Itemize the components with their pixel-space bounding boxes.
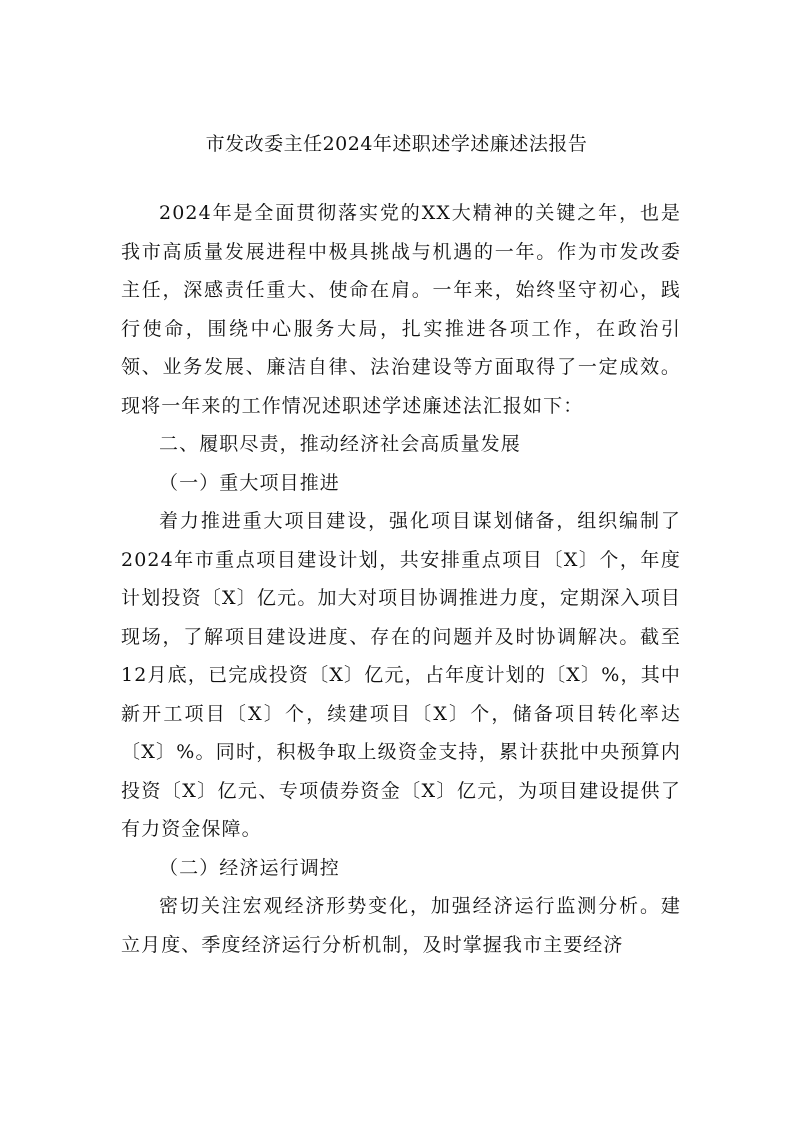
- subsection-paragraph-2: 密切关注宏观经济形势变化，加强经济运行监测分析。建立月度、季度经济运行分析机制，及时掌握我市主要经济: [121, 895, 681, 956]
- section-heading: 二、履职尽责，推动经济社会高质量发展: [159, 433, 521, 455]
- document-title: 市发改委主任2024年述职述学述廉述法报告: [205, 133, 588, 155]
- intro-paragraph: 2024年是全面贯彻落实党的XX大精神的关键之年，也是我市高质量发展进程中极具挑战与机遇的一年。作为市发改委主任，深感责任重大、使命在肩。一年来，始终坚守初心，践行使命，围绕中心服务大局，扎实推进各项工作，在政治引领、业务发展、廉洁自律、法治建设等方面取得了一定成效。现将一年来的工作情况述职述学述廉述法汇报如下：: [121, 202, 681, 417]
- subsection-heading-2: （二）经济运行调控: [159, 856, 340, 879]
- subsection-heading-1: （一）重大项目推进: [159, 471, 340, 494]
- document-body: [121, 194, 681, 964]
- subsection-paragraph-1: 着力推进重大项目建设，强化项目谋划储备，组织编制了2024年市重点项目建设计划，共安排重点项目〔X〕个，年度计划投资〔X〕亿元。加大对项目协调推进力度，定期深入项目现场，了解项目建设进度、存在的问题并及时协调解决。截至12月底，已完成投资〔X〕亿元，占年度计划的〔X〕%，其中新开工项目〔X〕个，续建项目〔X〕个，储备项目转化率达〔X〕%。同时，积极争取上级资金支持，累计获批中央预算内投资〔X〕亿元、专项债券资金〔X〕亿元，为项目建设提供了有力资金保障。: [121, 510, 681, 840]
